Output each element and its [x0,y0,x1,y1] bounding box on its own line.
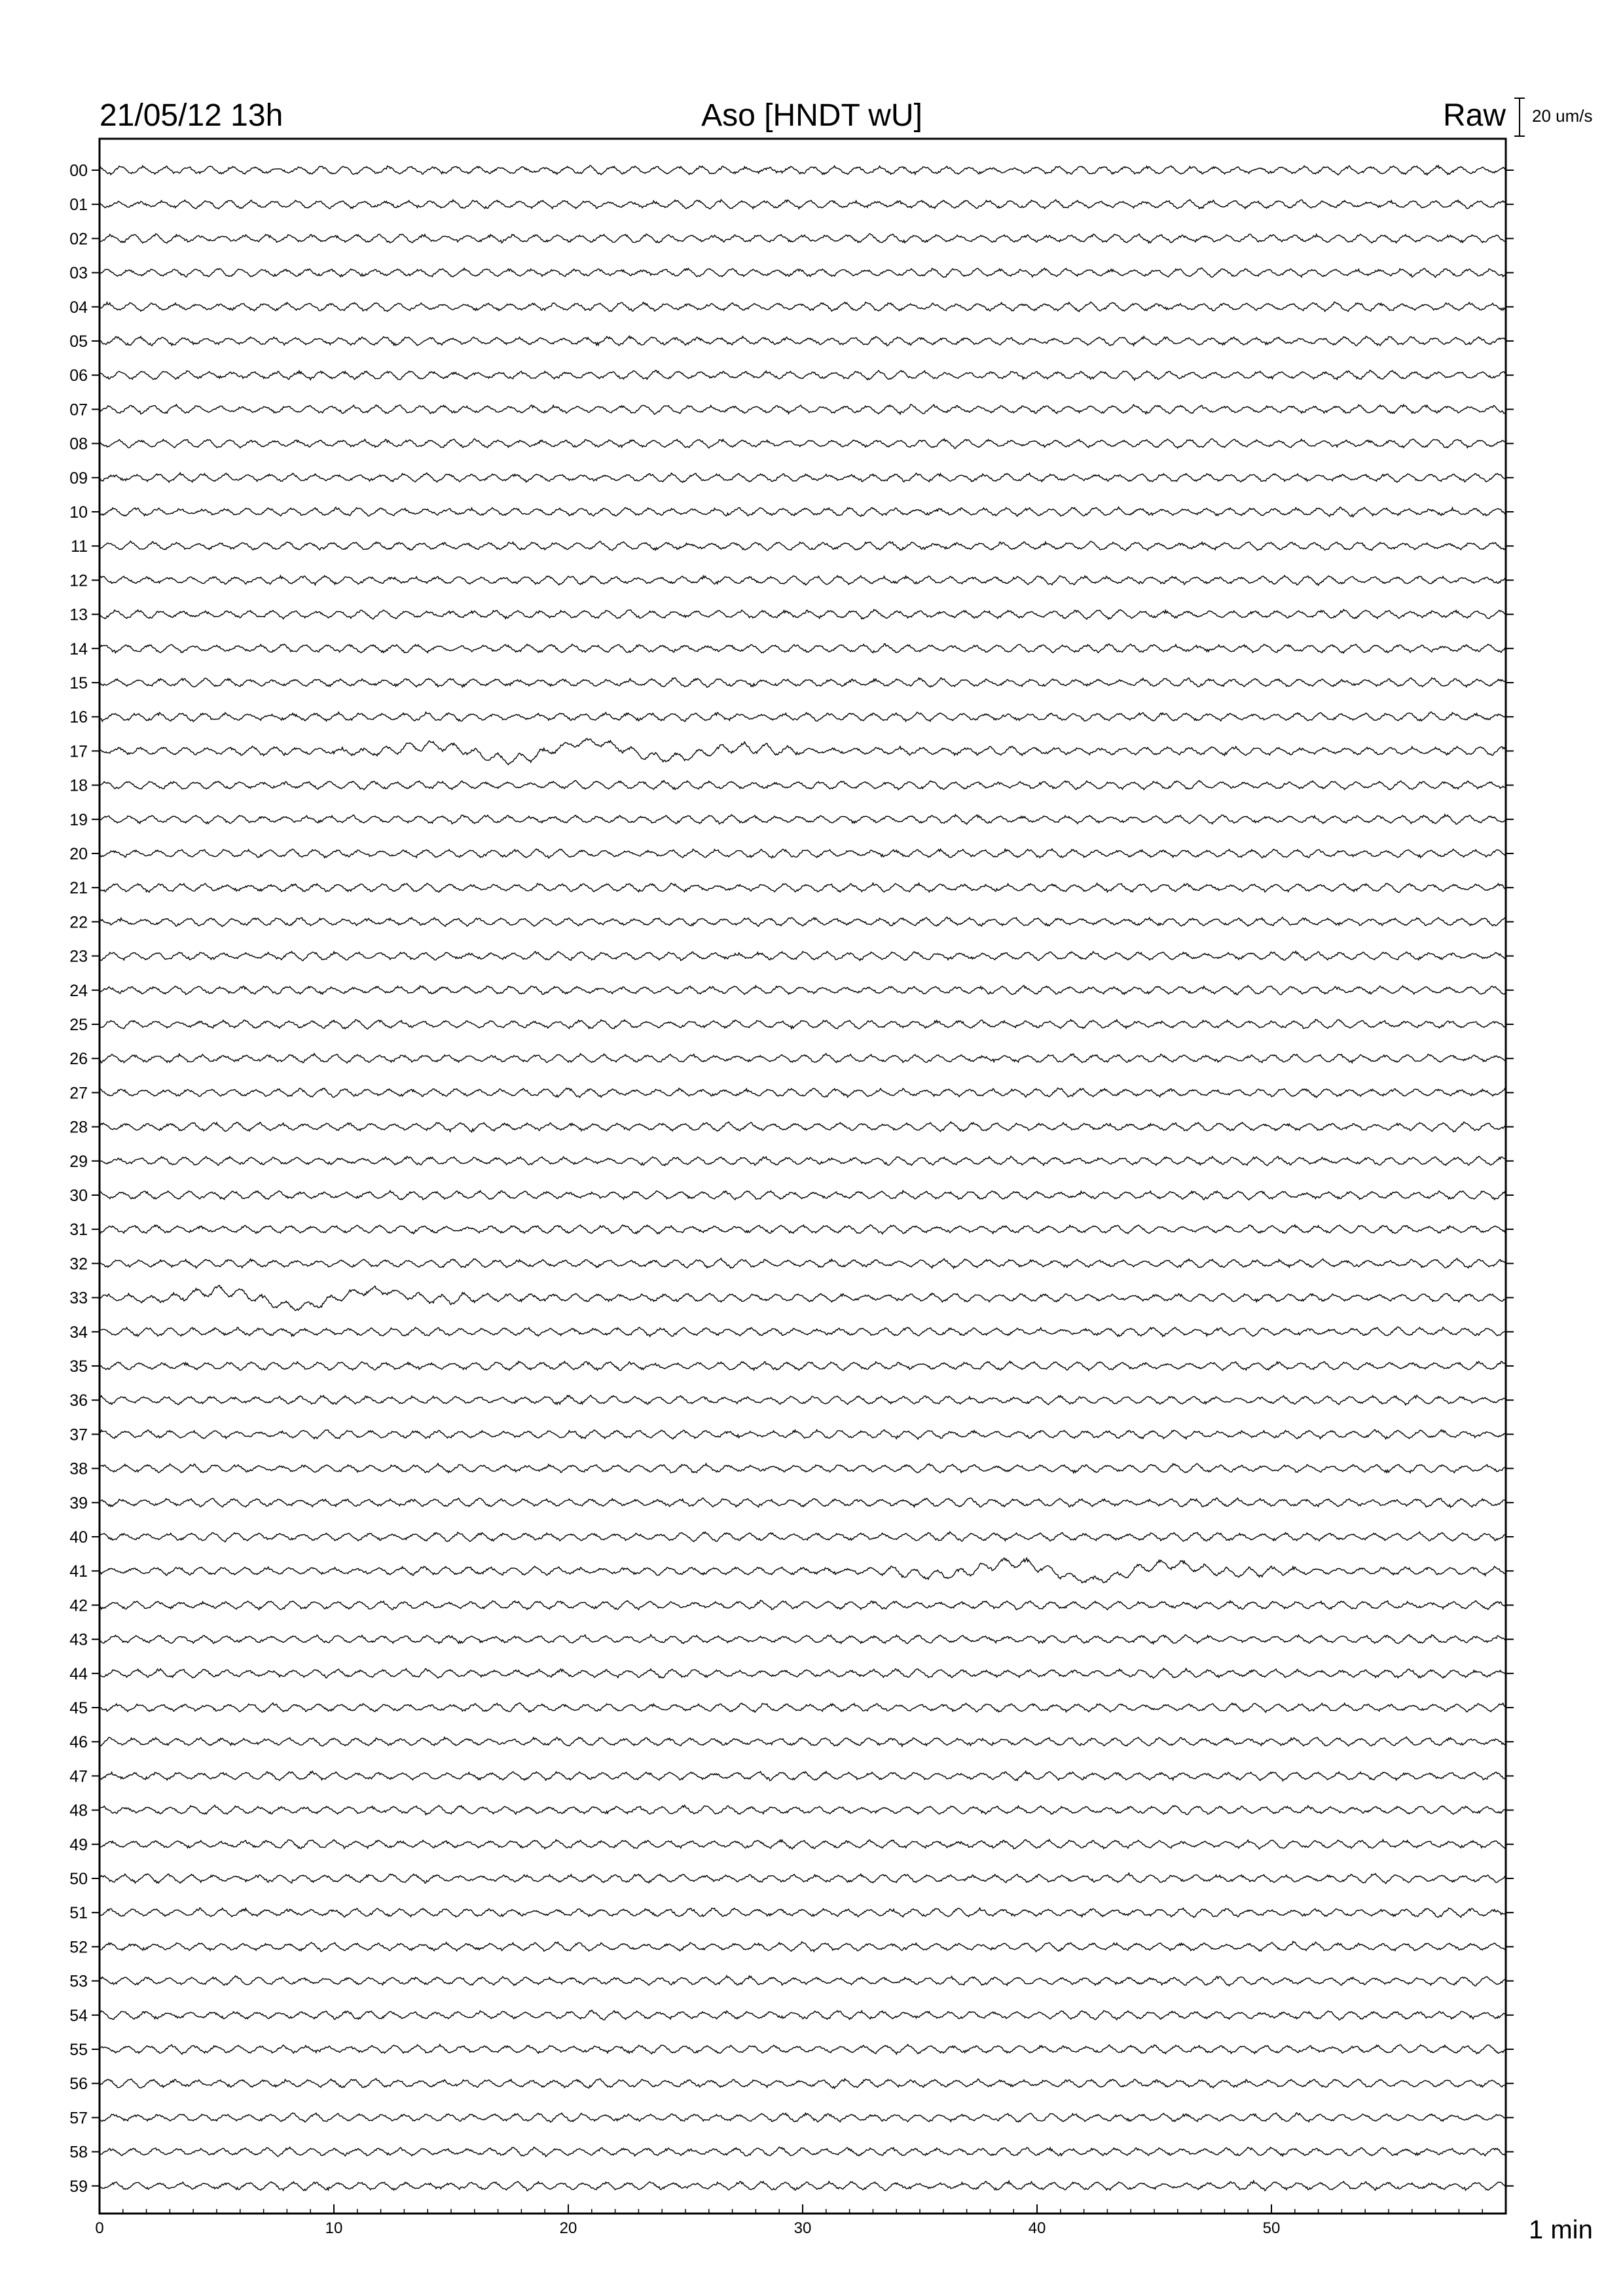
row-label-08: 08 [69,435,88,454]
station-title: Aso [HNDT wU] [701,98,922,133]
row-label-47: 47 [69,1767,88,1786]
trace-10 [100,507,1506,517]
trace-07 [100,404,1506,414]
trace-44 [100,1668,1506,1678]
row-label-32: 32 [69,1255,88,1274]
row-label-30: 30 [69,1187,88,1205]
x-tick-label-40: 40 [1028,2219,1046,2237]
trace-17 [100,738,1506,764]
row-label-56: 56 [69,2075,88,2094]
trace-56 [100,2079,1506,2089]
trace-47 [100,1771,1506,1781]
row-label-53: 53 [69,1972,88,1991]
trace-43 [100,1634,1506,1643]
row-label-41: 41 [69,1562,88,1581]
trace-02 [100,234,1506,243]
row-label-03: 03 [69,264,88,283]
trace-19 [100,814,1506,824]
trace-06 [100,370,1506,380]
row-label-38: 38 [69,1460,88,1479]
row-label-59: 59 [69,2177,88,2196]
trace-54 [100,2010,1506,2020]
trace-57 [100,2113,1506,2123]
row-label-48: 48 [69,1801,88,1820]
scale-bar-label: 20 um/s [1532,106,1593,126]
trace-40 [100,1532,1506,1542]
datetime-label: 21/05/12 13h [100,98,283,133]
trace-49 [100,1840,1506,1850]
row-label-21: 21 [69,879,88,898]
row-label-13: 13 [69,605,88,624]
scale-bar [1514,98,1593,136]
row-label-51: 51 [69,1904,88,1923]
trace-48 [100,1805,1506,1815]
row-label-00: 00 [69,162,88,180]
trace-58 [100,2147,1506,2157]
row-label-07: 07 [69,401,88,420]
trace-29 [100,1157,1506,1166]
trace-15 [100,678,1506,688]
row-label-10: 10 [69,503,88,522]
row-label-40: 40 [69,1528,88,1547]
trace-34 [100,1327,1506,1336]
row-label-33: 33 [69,1289,88,1308]
trace-27 [100,1088,1506,1097]
row-label-09: 09 [69,469,88,488]
trace-55 [100,2045,1506,2054]
row-label-16: 16 [69,708,88,727]
trace-51 [100,1908,1506,1918]
row-label-45: 45 [69,1699,88,1717]
trace-21 [100,883,1506,893]
row-label-28: 28 [69,1118,88,1137]
trace-24 [100,986,1506,995]
trace-11 [100,541,1506,551]
trace-05 [100,336,1506,346]
x-tick-label-30: 30 [793,2219,812,2237]
trace-03 [100,268,1506,277]
row-label-39: 39 [69,1494,88,1513]
trace-01 [100,200,1506,209]
trace-37 [100,1429,1506,1439]
row-label-22: 22 [69,913,88,932]
row-label-01: 01 [69,196,88,215]
trace-12 [100,575,1506,585]
mode-label: Raw [1442,98,1506,133]
trace-32 [100,1259,1506,1268]
row-label-02: 02 [69,230,88,249]
x-tick-label-50: 50 [1262,2219,1281,2237]
row-label-34: 34 [69,1323,88,1342]
row-label-12: 12 [69,571,88,590]
trace-04 [100,302,1506,312]
row-label-42: 42 [69,1596,88,1615]
row-label-29: 29 [69,1152,88,1171]
plot-frame [100,139,1506,2214]
row-label-44: 44 [69,1664,88,1683]
trace-26 [100,1054,1506,1064]
trace-35 [100,1361,1506,1371]
trace-16 [100,712,1506,722]
trace-41 [100,1558,1506,1583]
row-label-55: 55 [69,2041,88,2059]
trace-38 [100,1463,1506,1473]
trace-36 [100,1395,1506,1405]
x-axis [95,2204,1482,2237]
row-label-04: 04 [69,298,88,317]
row-label-27: 27 [69,1084,88,1103]
row-label-15: 15 [69,674,88,692]
trace-59 [100,2181,1506,2191]
x-tick-label-10: 10 [325,2219,343,2237]
trace-00 [100,166,1506,175]
trace-33 [100,1285,1506,1311]
row-label-14: 14 [69,639,88,658]
trace-28 [100,1122,1506,1132]
trace-09 [100,473,1506,482]
row-label-54: 54 [69,2006,88,2025]
x-tick-label-20: 20 [559,2219,577,2237]
trace-13 [100,609,1506,619]
row-label-36: 36 [69,1391,88,1410]
row-label-20: 20 [69,845,88,863]
row-label-23: 23 [69,947,88,966]
row-label-06: 06 [69,367,88,386]
row-label-26: 26 [69,1050,88,1069]
row-label-35: 35 [69,1357,88,1376]
trace-14 [100,644,1506,653]
trace-39 [100,1498,1506,1508]
trace-20 [100,849,1506,858]
row-label-46: 46 [69,1733,88,1752]
row-label-50: 50 [69,1870,88,1888]
row-label-58: 58 [69,2143,88,2162]
trace-23 [100,951,1506,961]
trace-53 [100,1976,1506,1986]
trace-31 [100,1225,1506,1234]
row-label-11: 11 [71,537,88,556]
trace-45 [100,1703,1506,1713]
row-label-52: 52 [69,1938,88,1957]
row-label-57: 57 [69,2109,88,2128]
trace-52 [100,1941,1506,1952]
row-label-17: 17 [69,742,88,761]
trace-30 [100,1191,1506,1200]
x-tick-label-0: 0 [95,2219,104,2237]
row-label-19: 19 [69,810,88,829]
row-label-24: 24 [69,981,88,1000]
trace-22 [100,917,1506,927]
trace-46 [100,1737,1506,1746]
trace-25 [100,1020,1506,1030]
row-label-37: 37 [69,1426,88,1444]
x-axis-label: 1 min [1529,2215,1593,2244]
trace-42 [100,1600,1506,1610]
trace-50 [100,1873,1506,1884]
row-label-43: 43 [69,1630,88,1649]
traces-group [69,162,1514,2196]
trace-18 [100,781,1506,790]
row-label-31: 31 [69,1221,88,1240]
row-label-05: 05 [69,332,88,351]
row-label-49: 49 [69,1835,88,1854]
row-label-18: 18 [69,776,88,795]
trace-08 [100,439,1506,448]
row-label-25: 25 [69,1016,88,1034]
